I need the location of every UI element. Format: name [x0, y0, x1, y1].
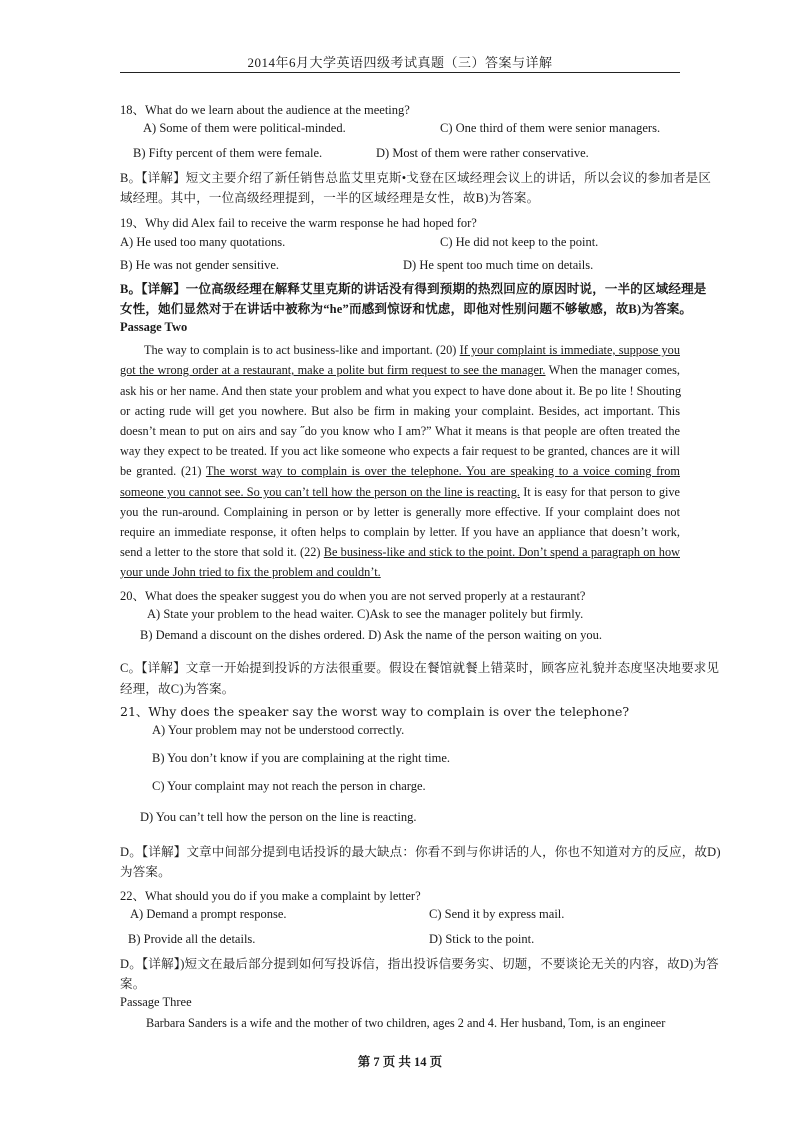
- q20-options-b-d: B) Demand a discount on the dishes ordered. D) Ask the name of the person waiting on you.: [140, 628, 603, 642]
- q22-option-a: A) Demand a prompt response.: [130, 907, 287, 921]
- passage-three-line-1: Barbara Sanders is a wife and the mother of two children, ages 2 and 4. Her husband, Tom, is an engineer: [146, 1016, 666, 1030]
- question-19: 19、Why did Alex fail to receive the warm response he had hoped for?: [120, 216, 477, 230]
- passage-two-line-5: doesn’t mean to put on airs and say ˝do you know who I am?” What it means is that people are often treated the: [120, 424, 680, 438]
- question-21: 21、Why does the speaker say the worst way to complain is over the telephone?: [120, 704, 630, 719]
- passage-two-line-2-text: When the manager comes,: [545, 363, 681, 377]
- q20-explanation-line-2: 经理，故C)为答案。: [120, 682, 235, 696]
- passage-two-line-3: ask his or her name. And then state your problem and what you expect to have done about it. Be po lite ! Shouting: [120, 384, 682, 398]
- question-22: 22、What should you do if you make a complaint by letter?: [120, 889, 421, 903]
- q18-option-a: A) Some of them were political-minded.: [143, 121, 346, 135]
- q21-option-b: B) You don’t know if you are complaining at the right time.: [152, 751, 450, 765]
- passage-two-title: Passage Two: [120, 320, 188, 334]
- passage-two-line-8-text: It is easy for that person to give: [519, 485, 680, 499]
- q21-option-a: A) Your problem may not be understood correctly.: [152, 723, 405, 737]
- q19-explanation-line-1: B。【详解】一位高级经理在解释艾里克斯的讲话没有得到预期的热烈回应的原因时说，一半的区域经理是: [120, 282, 707, 296]
- q19-explanation-line-2: 女性，她们显然对于在讲话中被称为“he”而感到惊讶和忧虑，即他对性别问题不够敏感，故B)为答案。: [120, 302, 693, 316]
- q21-explanation-line-2: 为答案。: [120, 865, 171, 879]
- q18-explanation-line-1: B。【详解】短文主要介绍了新任销售总监艾里克斯•戈登在区域经理会议上的讲话，所以会议的参加者是区: [120, 171, 712, 185]
- question-20: 20、What does the speaker suggest you do when you are not served properly at a restaurant?: [120, 589, 586, 603]
- page-header-title: 2014年6月大学英语四级考试真题（三）答案与详解: [247, 55, 553, 70]
- passage-two-answer-20-start: If your complaint is immediate, suppose you: [459, 343, 680, 357]
- q18-option-d: D) Most of them were rather conservative.: [376, 146, 589, 160]
- q18-explanation-line-2: 域经理。其中，一位高级经理提到，一半的区域经理是女性，故B)为答案。: [120, 191, 540, 205]
- q19-option-a: A) He used too many quotations.: [120, 235, 286, 249]
- passage-two-line-4: or acting rude will get you nowhere. But also be firm in making your complaint. Besides, act important. This: [120, 404, 680, 418]
- q21-explanation-line-1: D。【详解】文章中间部分提到电话投诉的最大缺点：你看不到与你讲话的人，你也不知道对方的反应，故D): [120, 845, 721, 859]
- passage-two-line-1-text: The way to complain is to act business-like and important. (20): [144, 343, 460, 357]
- question-18: 18、What do we learn about the audience at the meeting?: [120, 103, 410, 117]
- q19-option-d: D) He spent too much time on details.: [403, 258, 594, 272]
- passage-two-line-2: [120, 363, 680, 378]
- passage-two-line-8: [120, 485, 680, 500]
- q19-option-c: C) He did not keep to the point.: [440, 235, 599, 249]
- passage-two-line-6: way they expect to be treated. If you act like someone who expects a fair request to be granted, chances are it will: [120, 444, 680, 458]
- q22-option-c: C) Send it by express mail.: [429, 907, 565, 921]
- passage-two-line-7: [120, 464, 680, 479]
- passage-two-answer-20-end: got the wrong order at a restaurant, make a polite but firm request to see the manager.: [120, 363, 546, 377]
- passage-two-line-9: you the run-around. Complaining in person or by letter is generally more effective. If your complaint does not: [120, 505, 680, 519]
- q21-option-d: D) You can’t tell how the person on the line is reacting.: [140, 810, 417, 824]
- passage-two-answer-22-end: your unde John tried to fix the problem and couldn’t.: [120, 565, 381, 579]
- q22-option-d: D) Stick to the point.: [429, 932, 535, 946]
- q20-explanation-line-1: C。【详解】文章一开始提到投诉的方法很重要。假设在餐馆就餐上错菜时，顾客应礼貌并态度坚决地要求见: [120, 661, 720, 675]
- q18-option-c: C) One third of them were senior managers.: [440, 121, 661, 135]
- passage-two-line-11: [120, 545, 680, 560]
- passage-two-answer-21-start: The worst way to complain is over the telephone. You are speaking to a voice coming from: [205, 464, 680, 478]
- q20-options-a-c: A) State your problem to the head waiter. C)Ask to see the manager politely but firmly.: [147, 607, 584, 621]
- page-number-footer: 第 7 页 共 14 页: [357, 1055, 443, 1069]
- q22-explanation-line-2: 案。: [120, 977, 146, 991]
- header-rule: [120, 72, 680, 73]
- passage-two-answer-22-start: Be business-like and stick to the point. Don’t spend a paragraph on how: [323, 545, 680, 559]
- q18-option-b: B) Fifty percent of them were female.: [133, 146, 323, 160]
- passage-two-line-7-text: be granted. (21): [120, 464, 206, 478]
- q21-option-c: C) Your complaint may not reach the person in charge.: [152, 779, 426, 793]
- passage-two-line-10: require an immediate response, it often helps to complain by letter. If you have an appliance that doesn’t work,: [120, 525, 680, 539]
- passage-two-line-12: [120, 565, 680, 580]
- q22-option-b: B) Provide all the details.: [128, 932, 256, 946]
- passage-three-title: Passage Three: [120, 995, 192, 1009]
- passage-two-answer-21-end: someone you cannot see. So you can’t tell how the person on the line is reacting.: [120, 485, 520, 499]
- passage-two-line-1: [120, 343, 680, 358]
- passage-two-line-11-text: send a letter to the store that sold it. (22): [120, 545, 324, 559]
- q19-option-b: B) He was not gender sensitive.: [120, 258, 279, 272]
- q22-explanation-line-1: D。【详解】)短文在最后部分提到如何写投诉信，指出投诉信要务实、切题，不要谈论无关的内容，故D)为答: [120, 957, 719, 971]
